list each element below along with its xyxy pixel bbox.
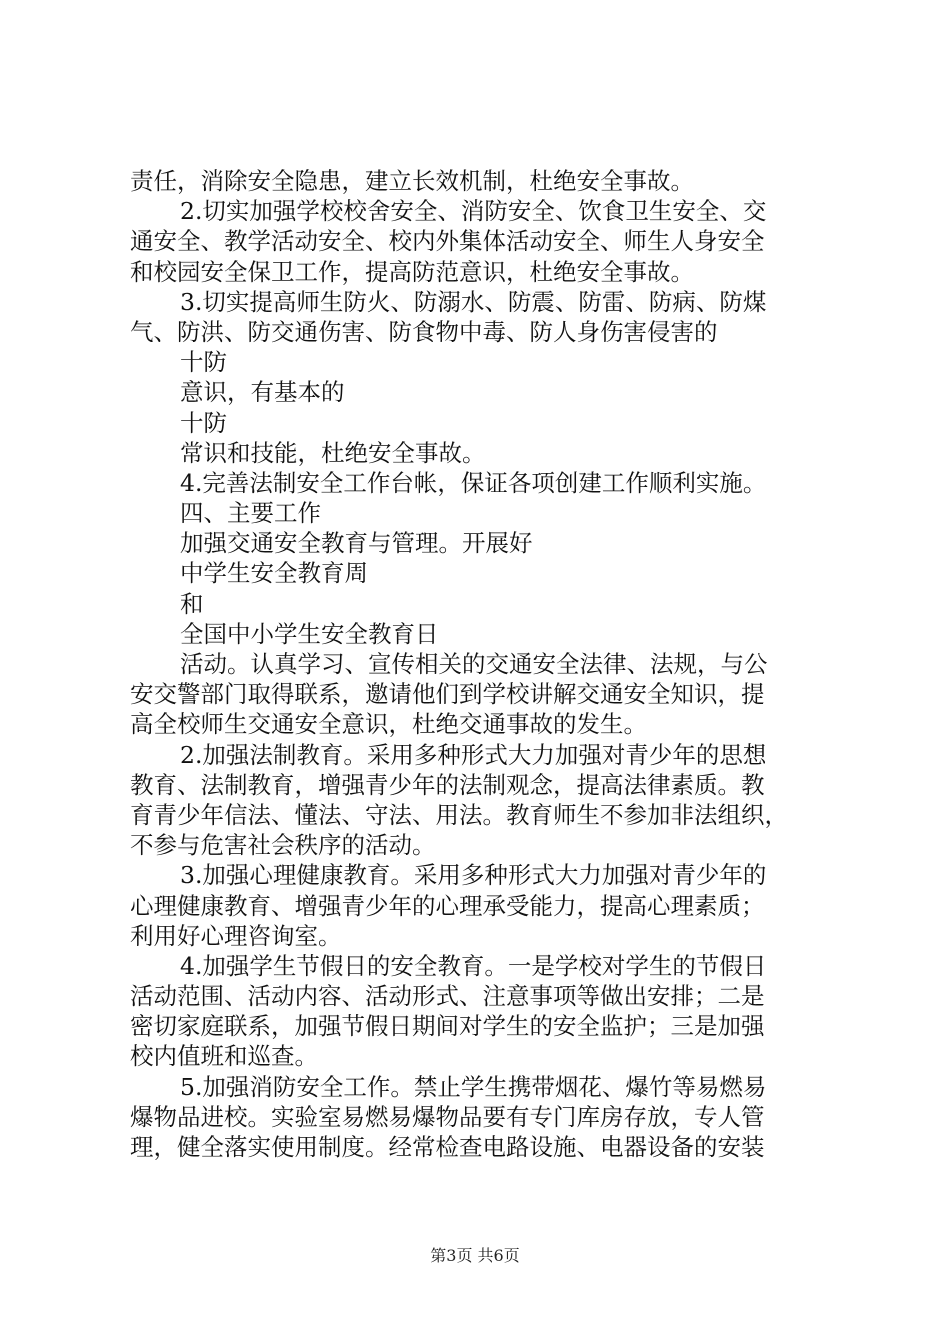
text-line: 理，健全落实使用制度。经常检查电路设施、电器设备的安装 <box>130 1133 765 1161</box>
text-line: 十防 <box>180 408 227 437</box>
text-line: 4.加强学生节假日的安全教育。一是学校对学生的节假日 <box>180 951 767 980</box>
text-line: 校内值班和巡查。 <box>130 1042 318 1071</box>
text-line: 密切家庭联系，加强节假日期间对学生的安全监护；三是加强 <box>130 1012 765 1041</box>
text-line: 全国中小学生安全教育日 <box>180 619 439 648</box>
text-line: 2.切实加强学校校舍安全、消防安全、饮食卫生安全、交 <box>180 197 767 226</box>
text-line: 心理健康教育、增强青少年的心理承受能力，提高心理素质； <box>130 891 765 920</box>
text-line: 2.加强法制教育。采用多种形式大力加强对青少年的思想 <box>180 740 767 769</box>
text-line: 十防 <box>180 348 227 377</box>
text-line: 气、防洪、防交通伤害、防食物中毒、防人身伤害侵害的 <box>130 317 718 346</box>
text-line: 加强交通安全教育与管理。开展好 <box>180 529 533 558</box>
text-line: 3.切实提高师生防火、防溺水、防震、防雷、防病、防煤 <box>180 287 767 316</box>
text-line: 和 <box>180 589 204 618</box>
text-line: 通安全、教学活动安全、校内外集体活动安全、师生人身安全 <box>130 227 765 256</box>
text-line: 不参与危害社会秩序的活动。 <box>130 831 436 860</box>
text-line: 高全校师生交通安全意识，杜绝交通事故的发生。 <box>130 710 647 739</box>
text-line: 4.完善法制安全工作台帐，保证各项创建工作顺利实施。 <box>180 468 767 497</box>
text-line: 活动范围、活动内容、活动形式、注意事项等做出安排；二是 <box>130 982 765 1011</box>
text-line: 爆物品进校。实验室易燃易爆物品要有专门库房存放，专人管 <box>130 1102 765 1131</box>
text-line: 教育、法制教育，增强青少年的法制观念，提高法律素质。教 <box>130 770 765 799</box>
text-line: 中学生安全教育周 <box>180 559 368 588</box>
text-line: 安交警部门取得联系，邀请他们到学校讲解交通安全知识，提 <box>130 680 765 709</box>
text-line: 5.加强消防安全工作。禁止学生携带烟花、爆竹等易燃易 <box>180 1072 767 1101</box>
text-line: 常识和技能，杜绝安全事故。 <box>180 438 486 467</box>
text-line: 意识，有基本的 <box>180 378 345 407</box>
text-line: 和校园安全保卫工作，提高防范意识，杜绝安全事故。 <box>130 257 694 286</box>
text-line: 活动。认真学习、宣传相关的交通安全法律、法规，与公 <box>180 650 768 678</box>
section-heading: 四、主要工作 <box>180 499 321 528</box>
text-line: 责任，消除安全隐患，建立长效机制，杜绝安全事故。 <box>130 167 694 195</box>
page-number-footer: 第3页 共6页 <box>430 1246 520 1265</box>
document-body <box>130 166 850 1162</box>
text-line: 育青少年信法、懂法、守法、用法。教育师生不参加非法组织， <box>130 800 788 829</box>
text-line: 3.加强心理健康教育。采用多种形式大力加强对青少年的 <box>180 861 767 890</box>
text-line: 利用好心理咨询室。 <box>130 921 342 950</box>
